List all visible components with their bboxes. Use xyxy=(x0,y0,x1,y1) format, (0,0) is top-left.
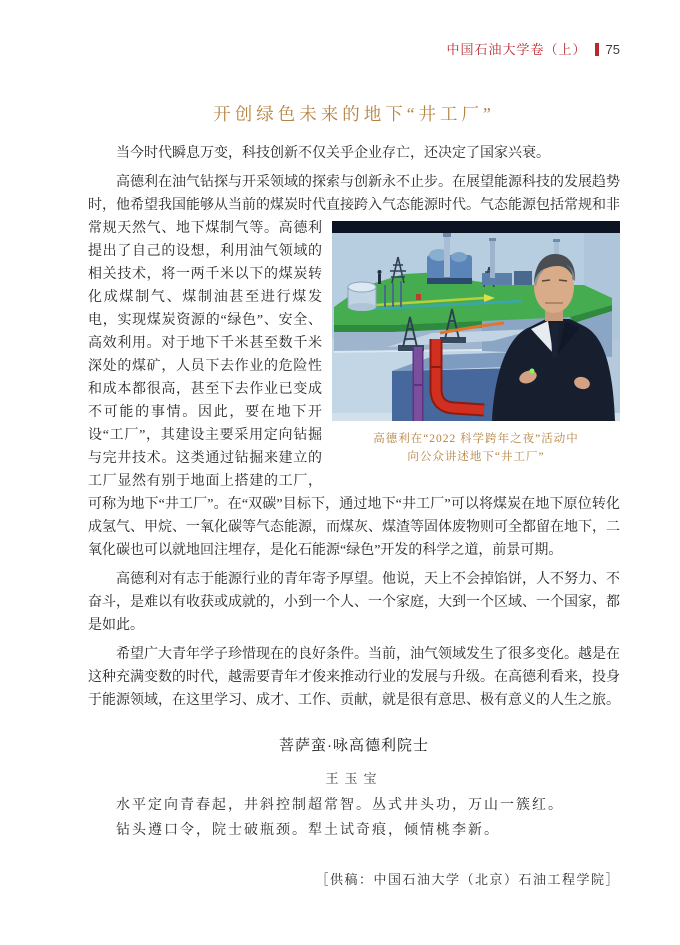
poem-line-1: 水平定向青春起，井斜控制超常智。丛式井头功，万山一簇红。 xyxy=(116,798,564,813)
poem-author: 王玉宝 xyxy=(325,771,383,786)
article-body xyxy=(88,142,620,712)
contribution-credit: ［供稿：中国石油大学（北京）石油工程学院］ xyxy=(315,872,620,887)
paragraph-1: 当今时代瞬息万变，科技创新不仅关乎企业存亡，还决定了国家兴衰。 xyxy=(116,146,550,161)
paragraph-4: 希望广大青年学子珍惜现在的良好条件。当前，油气领域发生了很多变化。越是在这种充满变数的时代，越需要青年才俊来推动行业的发展与升级。在高德利看来，投身于能源领域，在这里学习、成才、工作、贡献，就是很有意思、极有意义的人生之旅。 xyxy=(88,647,620,708)
paragraph-2-body: 非常规天然气、地下煤制气等。高德利提出了自己的设想，利用油气领域的相关技术，将一两千米以下的煤炭转化成煤制气、煤制油甚至进行煤发电，实现煤炭资源的“绿色”、安全、高效利用。对于地下千米甚至数千米深处的煤矿，人员下去作业的危险性和成本都很高，甚至下去作业已变成不可能的事情。因此，要在地下开设“工厂”，其建设主要采用定向钻掘与完井技术。这类通过钻掘来建立的工厂显然有别于地面上搭建的工厂，可称为地下“井工厂”。在“双碳”目标下，通过地下“井工厂”可以将煤炭在地下原位转化成氢气、甲烷、一氧化碳等气态能源，而煤灰、煤渣等固体废物则可全都留在地下，二氧化碳也可以就地回注埋存，是化石能源“绿色”开发的科学之道，前景可期。 xyxy=(88,198,620,558)
page-header xyxy=(88,42,620,58)
figure-caption xyxy=(332,430,620,466)
poem-line-2: 钻头遵口令，院士破瓶颈。犁土试奇痕，倾情桃李新。 xyxy=(116,823,500,838)
poem-section xyxy=(88,736,620,837)
article-title: 开创绿色未来的地下“井工厂” xyxy=(213,104,495,124)
paragraph-3: 高德利对有志于能源行业的青年寄予厚望。他说，天上不会掉馅饼，人不努力、不奋斗，是难以有收获或成就的，小到一个人、一个家庭，大到一个区域、一个国家，都是如此。 xyxy=(88,572,620,633)
figure-caption-line2: 向公众讲述地下“井工厂” xyxy=(407,451,545,463)
header-divider-bar xyxy=(595,43,599,56)
paragraph-2-intro: 高德利在油气钻探与开采领域的探索与创新永不止步。在展望能源科技的发展趋势时，他希望我国能够从当前的煤炭时代直接跨入气态能源时代。气态能源包括常规和 xyxy=(88,175,620,213)
paragraph-2 xyxy=(88,171,620,562)
figure-caption-line1: 高德利在“2022 科学跨年之夜”活动中 xyxy=(373,433,579,445)
poem-title: 菩萨蛮·咏高德利院士 xyxy=(279,737,429,754)
journal-title: 中国石油大学卷（上） xyxy=(446,42,587,57)
person-silhouette xyxy=(378,274,381,284)
presentation-photo xyxy=(332,221,620,421)
page-number: 75 xyxy=(605,42,620,57)
figure xyxy=(332,221,620,466)
